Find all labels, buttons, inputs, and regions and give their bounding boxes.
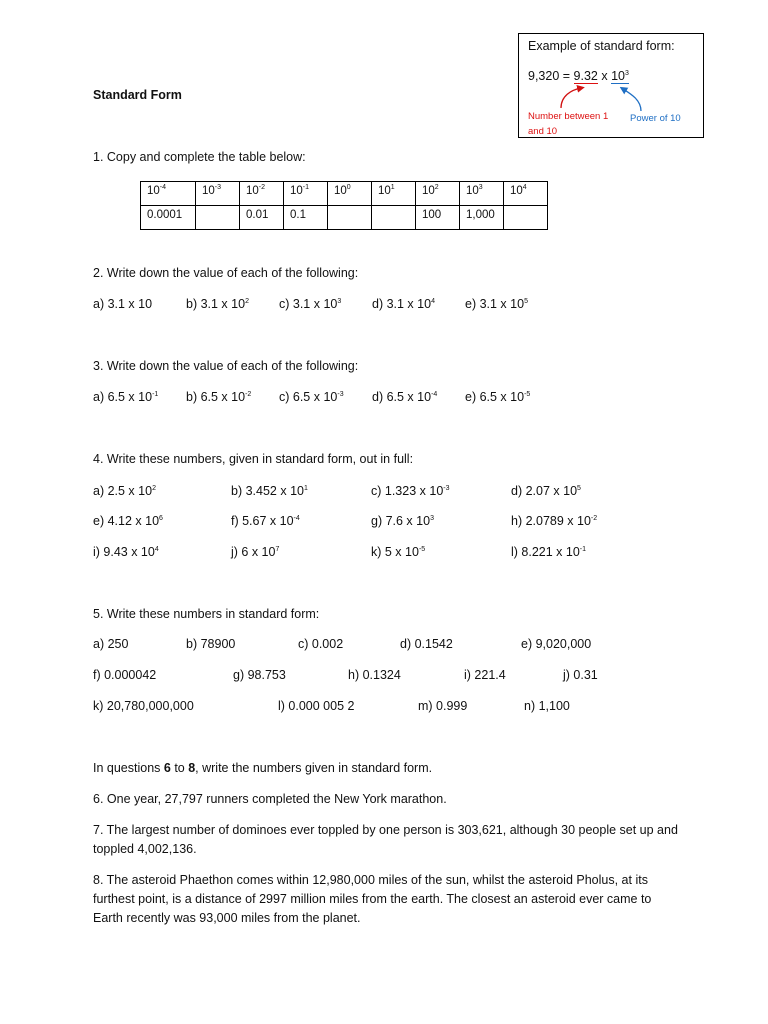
powers-header-cell: $10^3$ [460, 182, 504, 206]
q4-item: g) 7.6 x $10^3$ [371, 514, 434, 528]
q3-item: b) 6.5 x $10^{-2}$ [186, 390, 252, 404]
q2-item: a) 3.1 x 10 [93, 297, 153, 311]
powers-header-cell: $10^0$ [328, 182, 372, 206]
q5-item: k) 20,780,000,000 [93, 699, 194, 713]
example-power: $10^3$ [611, 69, 629, 83]
powers-value-row [141, 206, 548, 230]
q5-item: b) 78900 [186, 637, 236, 651]
q4-item: k) 5 x $10^{-5}$ [371, 545, 426, 559]
q2-item: e) 3.1 x $10^5$ [465, 297, 528, 311]
powers-header-cell: $10^2$ [416, 182, 460, 206]
q4-item: h) 2.0789 x $10^{-2}$ [511, 514, 598, 528]
powers-value-cell: 0.1 [284, 206, 328, 230]
label-power-of-ten: Power of 10 [630, 113, 681, 124]
powers-value-cell: 100 [416, 206, 460, 230]
q6-text: 6. One year, 27,797 runners completed the New York marathon. [93, 792, 447, 806]
q5-item: j) 0.31 [563, 668, 598, 682]
example-times: x [597, 69, 612, 83]
page-title: Standard Form [93, 88, 182, 102]
powers-value-cell [372, 206, 416, 230]
q4-item: a) 2.5 x $10^2$ [93, 484, 156, 498]
powers-value-cell [328, 206, 372, 230]
q4-item: f) 5.67 x $10^{-4}$ [231, 514, 300, 528]
q4-item: b) 3.452 x $10^1$ [231, 484, 308, 498]
powers-header-cell: $10^{-4}$ [141, 182, 196, 206]
q3-item: a) 6.5 x $10^{-1}$ [93, 390, 159, 404]
blue-arrow [623, 89, 641, 111]
q2-item: b) 3.1 x $10^2$ [186, 297, 249, 311]
q5-item: f) 0.000042 [93, 668, 157, 682]
q4-item: j) 6 x $10^7$ [231, 545, 280, 559]
powers-header-cell: $10^4$ [504, 182, 548, 206]
q1-prompt: 1. Copy and complete the table below: [93, 150, 306, 164]
powers-value-cell: 1,000 [460, 206, 504, 230]
q5-item: c) 0.002 [298, 637, 344, 651]
powers-value-cell [504, 206, 548, 230]
q5-item: m) 0.999 [418, 699, 468, 713]
word-questions-intro: In questions 6 to 8, write the numbers given in standard form. [93, 761, 433, 775]
q2-prompt: 2. Write down the value of each of the following: [93, 266, 359, 280]
q3-item: e) 6.5 x $10^{-5}$ [465, 390, 531, 404]
q3-prompt: 3. Write down the value of each of the following: [93, 359, 359, 373]
red-arrow [561, 88, 581, 108]
q4-item: e) 4.12 x $10^6$ [93, 514, 163, 528]
q5-item: g) 98.753 [233, 668, 286, 682]
q4-item: d) 2.07 x $10^5$ [511, 484, 581, 498]
powers-header-row [141, 182, 548, 206]
q7-text: 7. The largest number of dominoes ever toppled by one person is 303,621, although 30 people set up and toppled 4,002,136. [93, 823, 678, 856]
q5-item: i) 221.4 [464, 668, 506, 682]
example-lhs: 9,320 = [528, 69, 574, 83]
q2-item: d) 3.1 x $10^4$ [372, 297, 435, 311]
q5-item: a) 250 [93, 637, 129, 651]
q5-item: d) 0.1542 [400, 637, 453, 651]
q4-item: i) 9.43 x $10^4$ [93, 545, 159, 559]
powers-value-cell [196, 206, 240, 230]
q5-item: h) 0.1324 [348, 668, 401, 682]
q5-item: e) 9,020,000 [521, 637, 592, 651]
q5-item: n) 1,100 [524, 699, 570, 713]
powers-value-cell: 0.01 [240, 206, 284, 230]
powers-header-cell: $10^1$ [372, 182, 416, 206]
q5-prompt: 5. Write these numbers in standard form: [93, 607, 320, 621]
powers-header-cell: $10^{-2}$ [240, 182, 284, 206]
powers-header-cell: $10^{-3}$ [196, 182, 240, 206]
example-heading: Example of standard form: [528, 39, 675, 53]
powers-value-cell: 0.0001 [141, 206, 196, 230]
q8-text: 8. The asteroid Phaethon comes within 12,980,000 miles of the sun, whilst the asteroid Pholus, at its furthest point, is a distance of 2997 million miles from the earth. The closest an asteroid ever came to Earth recently was 93,000 miles from the planet. [93, 873, 652, 925]
q3-item: c) 6.5 x $10^{-3}$ [279, 390, 344, 404]
example-box [518, 33, 704, 138]
q2-item: c) 3.1 x $10^3$ [279, 297, 342, 311]
q5-item: l) 0.000 005 2 [278, 699, 355, 713]
q4-item: l) 8.221 x $10^{-1}$ [511, 545, 587, 559]
q3-item: d) 6.5 x $10^{-4}$ [372, 390, 438, 404]
label-number-between: Number between 1 and 10 [528, 111, 609, 137]
q4-prompt: 4. Write these numbers, given in standard form, out in full: [93, 452, 414, 466]
q4-item: c) 1.323 x $10^{-3}$ [371, 484, 450, 498]
powers-header-cell: $10^{-1}$ [284, 182, 328, 206]
powers-table [140, 181, 548, 230]
example-mantissa: 9.32 [573, 69, 598, 83]
